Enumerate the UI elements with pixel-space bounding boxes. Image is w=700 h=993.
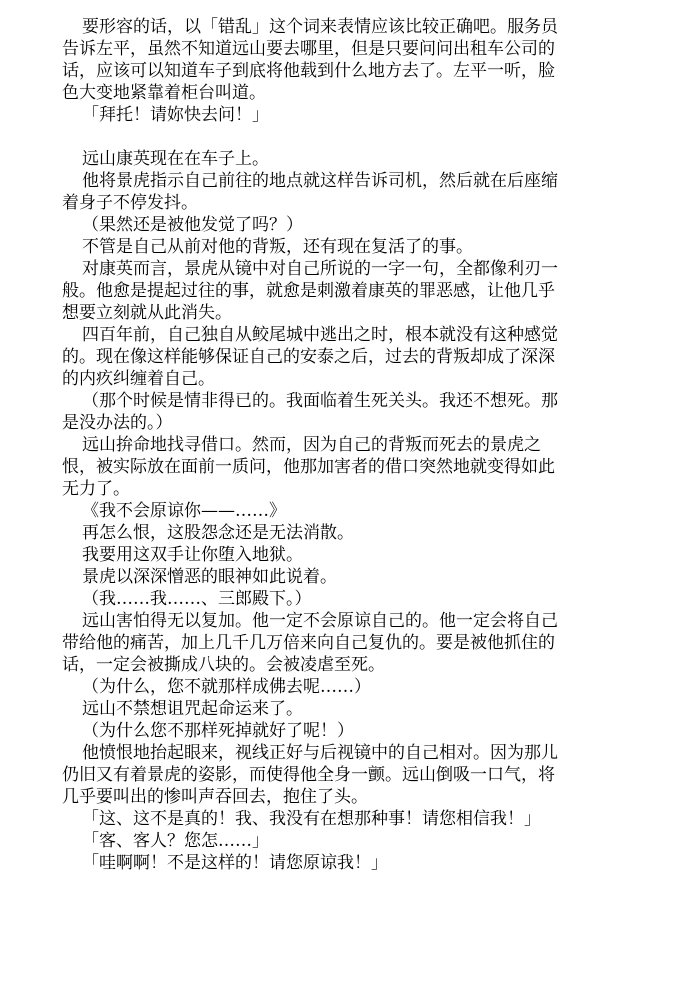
text-line: 四百年前，自己独自从鲛尾城中逃出之时，根本就没有这种感觉 xyxy=(82,325,558,345)
text-line: （果然还是被他发觉了吗？） xyxy=(82,215,303,235)
text-line: 般。他愈是提起过往的事，就愈是刺激着康英的罪恶感，让他几乎 xyxy=(62,281,555,301)
text-line: 恨，被实际放在面前一质问，他那加害者的借口突然地就变得如此 xyxy=(62,457,555,477)
text-line: 的内疚纠缠着自己。 xyxy=(62,369,215,389)
text-line: 不管是自己从前对他的背叛，还有现在复活了的事。 xyxy=(82,237,473,257)
text-line: 《我不会原谅你——……》 xyxy=(82,501,286,521)
text-line: 要形容的话，以「错乱」这个词来表情应该比较正确吧。服务员 xyxy=(82,17,558,37)
text-line: （我……我……、三郎殿下。） xyxy=(82,589,312,609)
text-line: 他将景虎指示自己前往的地点就这样告诉司机，然后就在后座缩 xyxy=(82,171,558,191)
text-line: 「这、这不是真的！我、我没有在想那种事！请您相信我！」 xyxy=(82,809,541,829)
text-line: （为什么，您不就那样成佛去呢……） xyxy=(82,677,371,697)
text-line: 再怎么恨，这股怨念还是无法消散。 xyxy=(82,523,354,543)
text-line: 对康英而言，景虎从镜中对自己所说的一字一句，全都像利刃一 xyxy=(82,259,558,279)
text-line: 色大变地紧靠着柜台叫道。 xyxy=(62,83,266,103)
text-line: 告诉左平，虽然不知道远山要去哪里，但是只要问问出租车公司的 xyxy=(62,39,555,59)
text-line: 远山不禁想诅咒起命运来了。 xyxy=(82,699,303,719)
text-line: 景虎以深深憎恶的眼神如此说着。 xyxy=(82,567,337,587)
text-line: 「客、客人？您怎……」 xyxy=(82,831,269,851)
text-line: 我要用这双手让你堕入地狱。 xyxy=(82,545,303,565)
text-line: 「拜托！请妳快去问！」 xyxy=(82,105,269,125)
text-line: 无力了。 xyxy=(62,479,130,499)
text-line: 的。现在像这样能够保证自己的安泰之后，过去的背叛却成了深深 xyxy=(62,347,555,367)
text-line: 远山康英现在在车子上。 xyxy=(82,149,269,169)
text-line: 仍旧又有着景虎的姿影，而使得他全身一颤。远山倒吸一口气，将 xyxy=(62,765,555,785)
text-line: 远山拚命地找寻借口。然而，因为自己的背叛而死去的景虎之 xyxy=(82,435,541,455)
text-line: 着身子不停发抖。 xyxy=(62,193,198,213)
text-line: 话，一定会被撕成八块的。会被凌虐至死。 xyxy=(62,655,385,675)
text-line: 他愤恨地抬起眼来，视线正好与后视镜中的自己相对。因为那儿 xyxy=(82,743,558,763)
text-line: 是没办法的。） xyxy=(62,413,173,433)
text-line: 想要立刻就从此消失。 xyxy=(62,303,232,323)
text-line: （为什么您不那样死掉就好了呢！） xyxy=(82,721,354,741)
text-line: （那个时候是情非得已的。我面临着生死关头。我还不想死。那 xyxy=(82,391,558,411)
text-line: 远山害怕得无以复加。他一定不会原谅自己的。他一定会将自己 xyxy=(82,611,558,631)
paragraph-gap xyxy=(62,126,642,148)
text-line: 话，应该可以知道车子到底将他载到什么地方去了。左平一听，脸 xyxy=(62,61,555,81)
text-line: 带给他的痛苦，加上几千几万倍来向自己复仇的。要是被他抓住的 xyxy=(62,633,555,653)
text-line: 几乎要叫出的惨叫声吞回去，抱住了头。 xyxy=(62,787,368,807)
document-page xyxy=(62,16,642,874)
text-line: 「哇啊啊！不是这样的！请您原谅我！」 xyxy=(82,853,388,873)
